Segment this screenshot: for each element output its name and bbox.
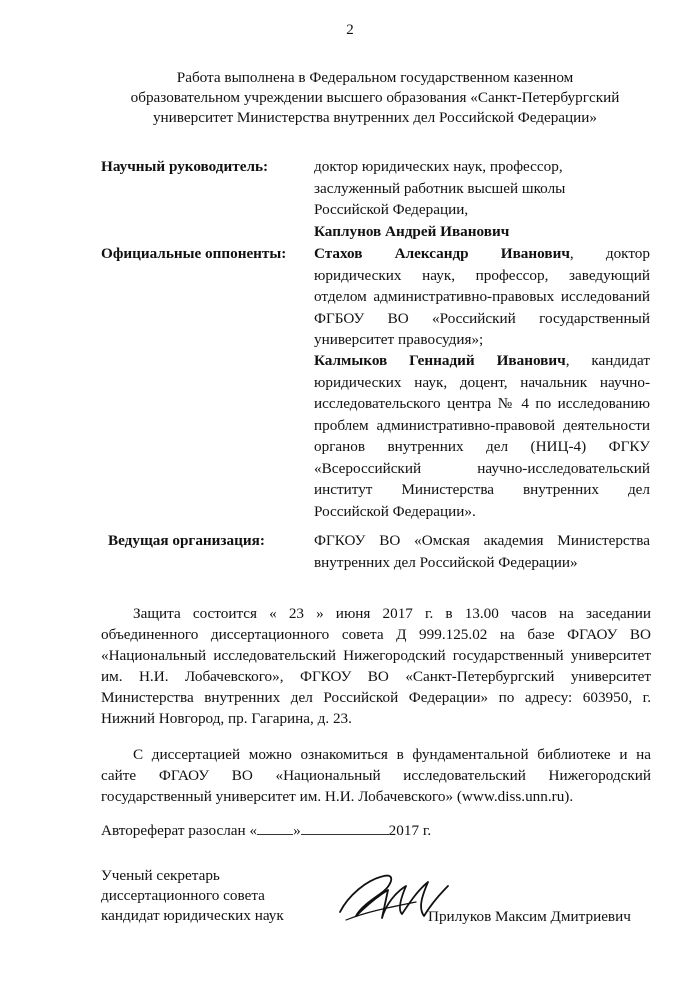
opponents-label: Официальные оппоненты: xyxy=(101,245,287,262)
supervisor-block xyxy=(314,156,650,242)
opponent-second-name: Калмыков Геннадий Иванович xyxy=(314,352,566,369)
supervisor-name: Каплунов Андрей Иванович xyxy=(314,222,510,240)
opponent-second-block xyxy=(314,350,650,522)
secretary-block xyxy=(101,866,284,926)
secretary-name: Прилуков Максим Дмитриевич xyxy=(428,908,631,925)
opponent-second-text: , кандидат юридических наук, доцент, начальник научно-исследовательского центра № 4 по исследованию проблем административно-правовой деятельности органов внутренних дел (НИЦ-4) ФГКУ «Всероссийский научно-исследовательский институт Министерства внутренних дел Российской Федерации». xyxy=(314,352,650,520)
supervisor-line: доктор юридических наук, профессор, xyxy=(314,158,563,175)
autoref-suffix: 2017 г. xyxy=(388,822,432,839)
opponent-first-block xyxy=(314,243,650,351)
intro-line: образовательном учреждении высшего образования «Санкт-Петербургский xyxy=(130,89,620,106)
supervisor-line: Российской Федерации, xyxy=(314,201,469,218)
secretary-line: диссертационного совета xyxy=(101,887,265,904)
supervisor-line: заслуженный работник высшей школы xyxy=(314,179,566,197)
secretary-line: Ученый секретарь xyxy=(101,867,220,884)
leading-org-label: Ведущая организация: xyxy=(108,532,265,549)
secretary-line: кандидат юридических наук xyxy=(101,907,284,924)
opponent-first-name: Стахов Александр Иванович xyxy=(314,245,570,262)
autoref-month-blank xyxy=(301,820,389,835)
library-paragraph: С диссертацией можно ознакомиться в фундаментальной библиотеке и на сайте ФГАОУ ВО «Национальный исследовательский Нижегородский государственный университет им. Н.И. Лобачевского» (www.diss.unn.ru). xyxy=(101,746,651,805)
supervisor-label: Научный руководитель: xyxy=(101,158,269,175)
autoref-day-blank xyxy=(257,820,293,835)
opponent-first-text: , доктор юридических наук, профессор, заведующий отделом административно-правовых исследований ФГБОУ ВО «Российский государственный университет правосудия»; xyxy=(314,245,650,348)
intro-line: Работа выполнена в Федеральном государственном казенном xyxy=(176,69,574,86)
autoref-prefix: Автореферат разослан « xyxy=(101,822,258,839)
autoref-middle: » xyxy=(293,822,301,839)
page-number: 2 xyxy=(346,22,354,38)
defense-paragraph: Защита состоится « 23 » июня 2017 г. в 13.00 часов на заседании объединенного диссертационного совета Д 999.125.02 на базе ФГАОУ ВО «Национальный исследовательский Нижегородский государственный университет им. Н.И. Лобачевского», ФГКОУ ВО «Санкт-Петербургский университет Министерства внутренних дел Российской Федерации» по адресу: 603950, г. Нижний Новгород, пр. Гагарина, д. 23. xyxy=(101,605,651,727)
intro-paragraph xyxy=(105,68,645,128)
intro-line: университет Министерства внутренних дел Российской Федерации» xyxy=(152,109,598,126)
leading-org-text: ФГКОУ ВО «Омская академия Министерства внутренних дел Российской Федерации» xyxy=(314,532,650,571)
autoref-line xyxy=(101,820,431,842)
